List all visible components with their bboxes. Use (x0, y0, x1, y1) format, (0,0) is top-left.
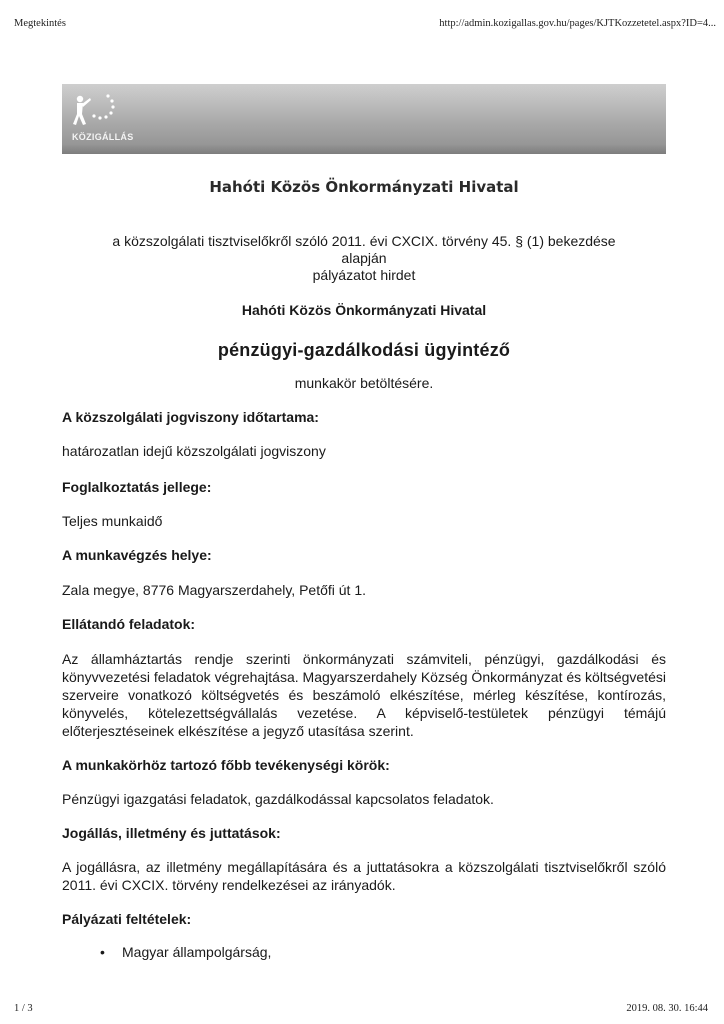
section-heading-tasks: Ellátandó feladatok: (62, 616, 196, 632)
section-body-activities: Pénzügyi igazgatási feladatok, gazdálkodással kapcsolatos feladatok. (62, 791, 494, 807)
print-header-title: Megtekintés (14, 18, 66, 29)
section-heading-workplace: A munkavégzés helye: (62, 547, 212, 563)
section-body-tasks: Az államháztartás rendje szerinti önkormányzati számviteli, pénzügyi, gazdálkodási és könyvvezetési feladatok végrehajtása. Magyarszerdahely Község Önkormányzat és költségvetési szerveire vonatkozó költségvetés és beszámoló elkészítése, mérleg készítése, kontírozás, könyvelés, kötelezettségvállalás vezetése. A képviselő-testületek pénzügyi témájú előterjesztéseinek elkészítése a jegyző utasítása szerint. (62, 651, 666, 739)
list-item-text: Magyar állampolgárság, (122, 944, 272, 960)
section-body-workplace: Zala megye, 8776 Magyarszerdahely, Petőfi út 1. (62, 582, 367, 598)
section-heading-requirements: Pályázati feltételek: (62, 911, 192, 927)
legal-basis-line-1: a közszolgálati tisztviselőkről szóló 2011. évi CXCIX. törvény 45. § (1) bekezdése (112, 233, 616, 249)
page-number: 1 / 3 (14, 1003, 33, 1014)
section-body-duration: határozatlan idejű közszolgálati jogviszony (62, 443, 326, 459)
declaration: pályázatot hirdet (312, 267, 416, 283)
section-heading-duration: A közszolgálati jogviszony időtartama: (62, 409, 319, 425)
fill-text: munkakör betöltésére. (294, 375, 434, 391)
kozigallas-banner (62, 84, 666, 154)
section-body-employment: Teljes munkaidő (62, 513, 163, 529)
list-item (100, 944, 271, 960)
bullet-icon: • (100, 944, 105, 960)
organization-title: Hahóti Közös Önkormányzati Hivatal (209, 178, 519, 196)
kozigallas-logo-icon (70, 90, 140, 130)
section-heading-activities: A munkakörhöz tartozó főbb tevékenységi körök: (62, 757, 390, 773)
section-body-legal-status: A jogállásra, az illetmény megállapítására és a juttatásokra a közszolgálati tisztviselőkről szóló 2011. évi CXCIX. törvény rendelkezései az irányadók. (62, 859, 666, 893)
section-heading-legal-status: Jogállás, illetmény és juttatások: (62, 825, 281, 841)
organization-title-2: Hahóti Közös Önkormányzati Hivatal (241, 302, 487, 318)
logo-text: KÖZIGÁLLÁS (72, 132, 134, 142)
print-header-url: http://admin.kozigallas.gov.hu/pages/KJTKozzetetel.aspx?ID=4... (439, 18, 716, 29)
section-heading-employment: Foglalkoztatás jellege: (62, 479, 212, 495)
position-title: pénzügyi-gazdálkodási ügyintéző (217, 340, 511, 360)
legal-basis (62, 233, 666, 267)
print-timestamp: 2019. 08. 30. 16:44 (626, 1003, 708, 1014)
legal-basis-line-2: alapján (341, 250, 387, 266)
